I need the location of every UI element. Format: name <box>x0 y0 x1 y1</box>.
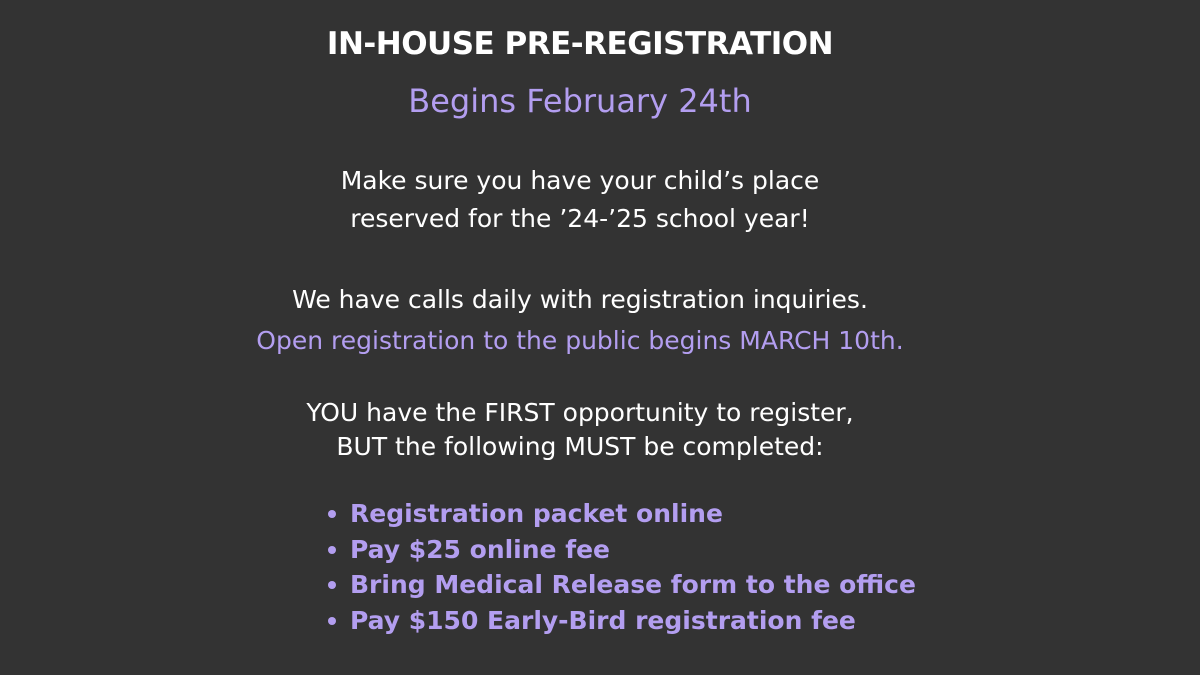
first-opportunity-line-2: BUT the following MUST be completed: <box>336 432 824 461</box>
list-item <box>326 496 916 532</box>
bullet-icon <box>328 617 336 625</box>
start-date-subtitle: Begins February 24th <box>408 82 752 120</box>
open-registration-text: Open registration to the public begins MARCH 10th. <box>256 326 904 355</box>
list-item <box>326 603 916 639</box>
list-item <box>326 567 916 603</box>
bullet-icon <box>328 546 336 554</box>
reserve-text-line-2: reserved for the ’24-’25 school year! <box>350 204 810 233</box>
requirement-label: Pay $150 Early-Bird registration fee <box>350 605 856 635</box>
requirements-list <box>326 496 916 638</box>
requirement-label: Pay $25 online fee <box>350 534 610 564</box>
reserve-text-line-1: Make sure you have your child’s place <box>340 166 820 195</box>
page-title: IN-HOUSE PRE-REGISTRATION <box>326 26 834 62</box>
first-opportunity-line-1: YOU have the FIRST opportunity to register, <box>306 398 854 427</box>
requirement-label: Bring Medical Release form to the office <box>350 570 916 599</box>
bullet-icon <box>328 581 336 589</box>
list-item <box>326 532 916 568</box>
calls-text: We have calls daily with registration inquiries. <box>292 285 868 314</box>
requirement-label: Registration packet online <box>350 499 723 528</box>
bullet-icon <box>328 510 336 518</box>
